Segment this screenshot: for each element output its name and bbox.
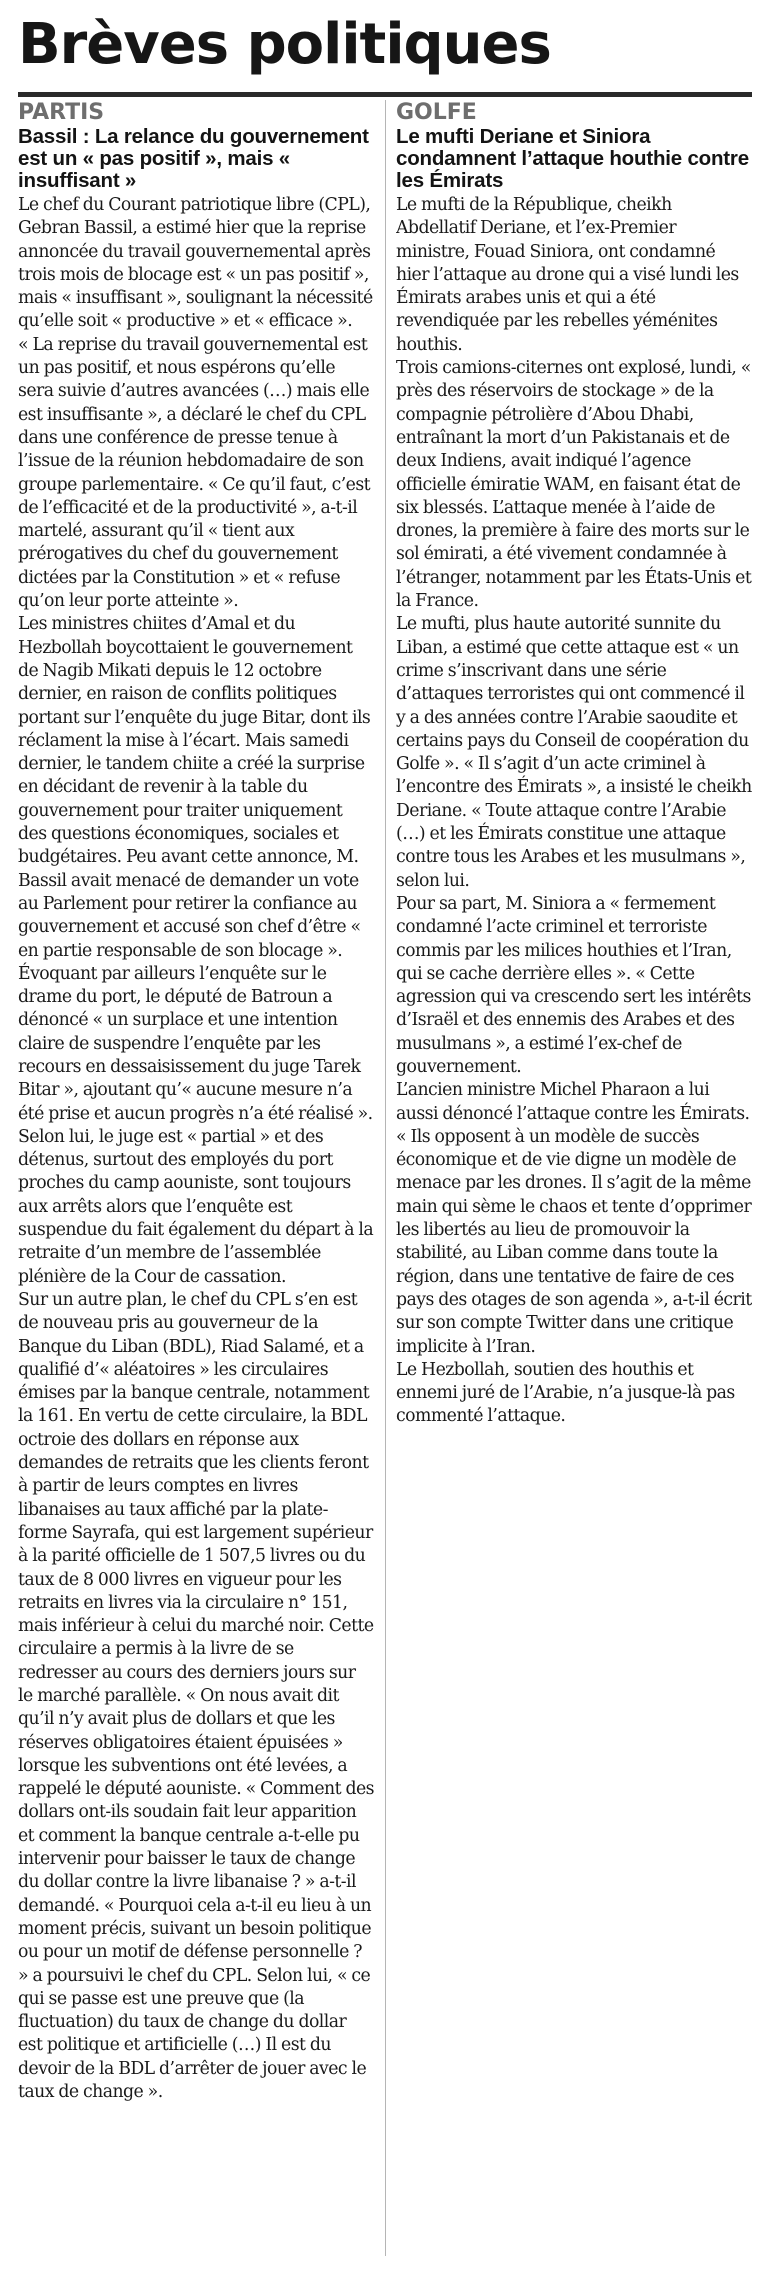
article-paragraph: Sur un autre plan, le chef du CPL s’en est de nouveau pris au gouverneur de la Banque du Liban (BDL), Riad Salamé, et a qualifié d’« aléatoires » les circulaires émises par la banque centrale, notamment la 161. En vertu de cette circulaire, la BDL octroie des dollars en réponse aux demandes de retraits que les clients feront à partir de leurs comptes en livres libanaises au taux affiché par la plate-forme Sayrafa, qui est largement supérieur à la parité officielle de 1 507,5 livres ou du taux de 8 000 livres en vigueur pour les retraits en livres via la circulaire n° 151, mais inférieur à celui du marché noir. Cette circulaire a permis à la livre de se redresser au cours des derniers jours sur le marché parallèle. « On nous avait dit qu’il n’y avait plus de dollars et que les réserves obligatoires étaient épuisées » lorsque les subventions ont été levées, a rappelé le député aouniste. « Comment des dollars ont-ils soudain fait leur apparition et comment la banque centrale a-t-elle pu intervenir pour baisser le taux de change du dollar contre la livre libanaise ? » a-t-il demandé. « Pourquoi cela a-t-il eu lieu à un moment précis, suivant un besoin politique ou pour un motif de défense personnelle ? » a poursuivi le chef du CPL. Selon lui, « ce qui se passe est une preuve que (la fluctuation) du taux de change du dollar est politique et artificielle (…) Il est du devoir de la BDL d’arrêter de jouer avec le taux de change ». (18, 1289, 374, 2103)
article-paragraph: Les ministres chiites d’Amal et du Hezbollah boycottaient le gouvernement de Nagib Mikati depuis le 12 octobre dernier, en raison de conflits politiques portant sur l’enquête du juge Bitar, dont ils réclament la mise à l’écart. Mais samedi dernier, le tandem chiite a créé la surprise en décidant de revenir à la table du gouvernement pour traiter uniquement des questions économiques, sociales et budgétaires. Peu avant cette annonce, M. Bassil avait menacé de demander un vote au Parlement pour retirer la confiance au gouvernement et accusé son chef d’être « en partie responsable de son blocage ». (18, 614, 371, 961)
article-paragraph: Pour sa part, M. Siniora a « fermement condamné l’acte criminel et terroriste commis par les milices houthies et l’Iran, qui se cache derrière elles ». « Cette agression qui va crescendo sert les intérêts d’Israël et des ennemis des Arabes et des musulmans », a estimé l’ex-chef de gouvernement. (396, 893, 751, 1077)
article-paragraph: Le Hezbollah, soutien des houthis et ennemi juré de l’Arabie, n’a jusque-là pas commenté l’attaque. (396, 1359, 735, 1427)
article-paragraph: Le mufti, plus haute autorité sunnite du Liban, a estimé que cette attaque est « un crime s’inscrivant dans une série d’attaques terroristes qui ont commencé il y a des années contre l’Arabie saoudite et certains pays du Conseil de coopération du Golfe ». « Il s’agit d’un acte criminel à l’encontre des Émirats », a insisté le cheikh Deriane. « Toute attaque contre l’Arabie (…) et les Émirats constitue une attaque contre tous les Arabes et les musulmans », selon lui. (396, 614, 752, 891)
article-paragraph: Évoquant par ailleurs l’enquête sur le drame du port, le député de Batroun a dénoncé « un surplace et une intention claire de suspendre l’enquête par les recours en dessaisissement du juge Tarek Bitar », ajoutant qu’« aucune mesure n’a été prise et aucun progrès n’a été réalisé ». (18, 963, 373, 1124)
article-paragraph: Selon lui, le juge est « partial » et des détenus, surtout des employés du port proches du camp aouniste, sont toujours aux arrêts alors que l’enquête est suspendue du fait également du départ à la retraite d’un membre de l’assemblée plénière de la Cour de cassation. (18, 1126, 374, 1287)
article-headline-golfe: Le mufti Deriane et Siniora condamnent l’attaque houthie contre les Émirats (396, 125, 749, 192)
article-golfe (396, 100, 752, 1429)
column-right (396, 100, 752, 2272)
section-label-golfe: GOLFE (396, 100, 477, 125)
article-paragraph: L’ancien ministre Michel Pharaon a lui aussi dénoncé l’attaque contre les Émirats. « Ils opposent à un modèle de succès économique et de vie digne un modèle de menace par les drones. Il s’agit de la même main qui sème le chaos et tente d’opprimer les libertés au lieu de promouvoir la stabilité, au Liban comme dans toute la région, dans une tentative de faire de ces pays des otages de son agenda », a-t-il écrit sur son compte Twitter dans une critique implicite à l’Iran. (396, 1080, 752, 1357)
title-rule (18, 92, 752, 97)
article-paragraph: Le mufti de la République, cheikh Abdellatif Deriane, et l’ex-Premier ministre, Fouad Siniora, ont condamné hier l’attaque au drone qui a visé lundi les Émirats arabes unis et qui a été revendiquée par les rebelles yéménites houthis. (396, 195, 739, 355)
article-headline-partis: Bassil : La relance du gouvernement est un « pas positif », mais « insuffisant » (18, 125, 369, 192)
section-label-partis: PARTIS (18, 100, 105, 125)
column-divider (385, 100, 386, 2256)
column-left (18, 100, 374, 2272)
article-paragraph: « La reprise du travail gouvernemental est un pas positif, et nous espérons qu’elle sera suivie d’autres avancées (…) mais elle est insuffisante », a déclaré le chef du CPL dans une conférence de presse tenue à l’issue de la réunion hebdomadaire de son groupe parlementaire. « Ce qu’il faut, c’est de l’efficacité et de la productivité », a-t-il martelé, assurant qu’il « tient aux prérogatives du chef du gouvernement dictées par la Constitution » et « refuse qu’on leur porte atteinte ». (18, 334, 371, 612)
page-title: Brèves politiques (18, 12, 551, 77)
article-paragraph: Trois camions-citernes ont explosé, lundi, « près des réservoirs de stockage » de la compagnie pétrolière d’Abou Dhabi, entraînant la mort d’un Pakistanais et de deux Indiens, avait indiqué l’agence officielle émiratie WAM, en faisant état de six blessés. L’attaque menée à l’aide de drones, la première à faire des morts sur le sol émirati, a été vivement condamnée à l’étranger, notamment par les États-Unis et la France. (396, 358, 752, 612)
article-partis (18, 100, 374, 2104)
article-paragraph: Le chef du Courant patriotique libre (CPL), Gebran Bassil, a estimé hier que la reprise annoncée du travail gouvernemental après trois mois de blocage est « un pas positif », mais « insuffisant », soulignant la nécessité qu’elle soit « productive » et « efficace ». (18, 195, 373, 332)
